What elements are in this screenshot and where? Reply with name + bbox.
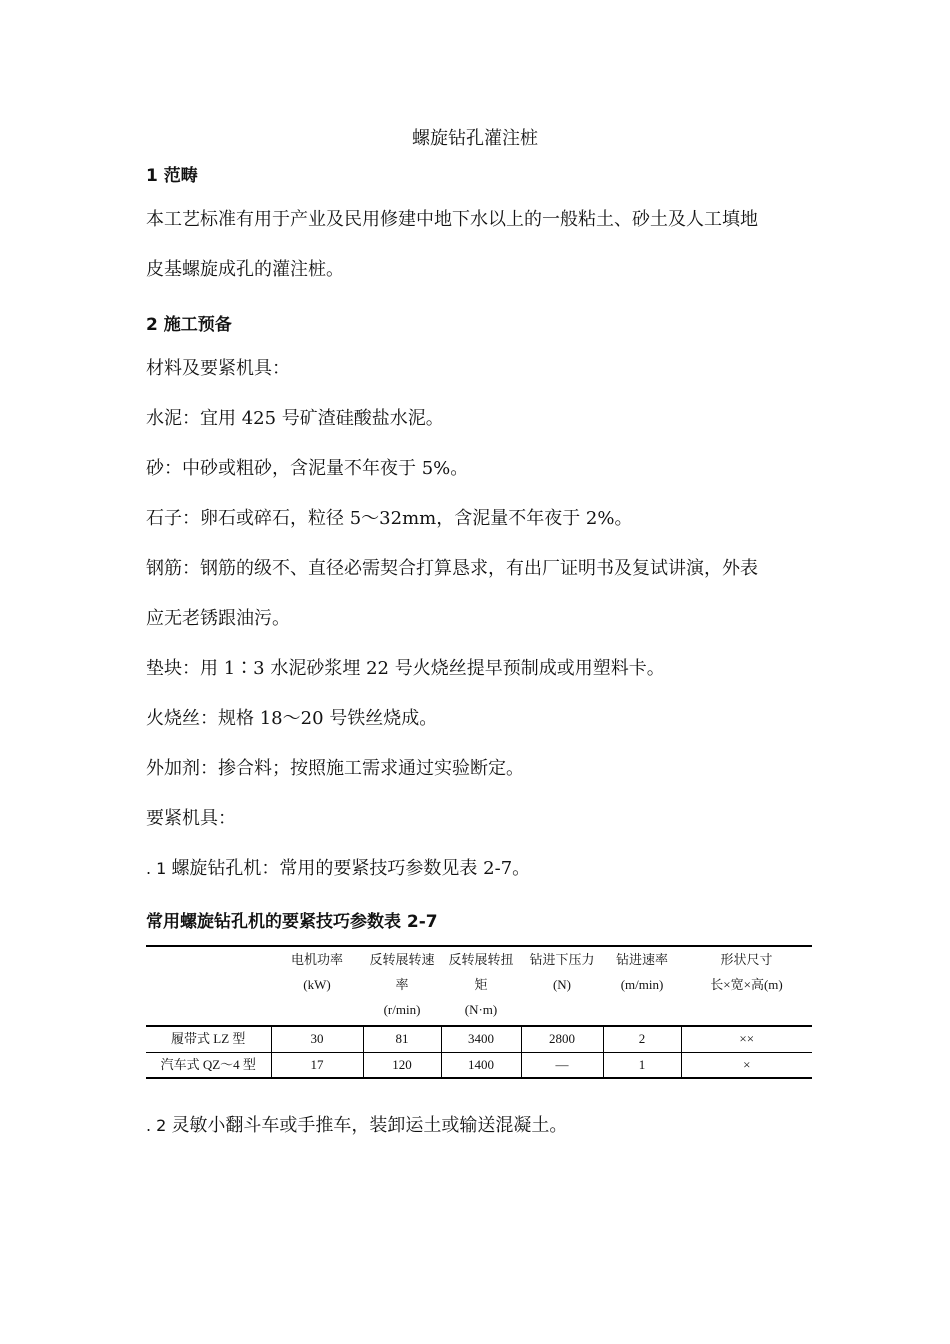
- header-cell-motor-power: 电机功率 (kW): [290, 952, 343, 992]
- section-1-heading: 1 范畴: [146, 166, 198, 186]
- table-cell: 3400: [441, 1026, 521, 1052]
- table-cell: 120: [363, 1052, 441, 1078]
- table-cell: ×: [681, 1052, 812, 1078]
- pad-line: 垫块：用 1∶3 水泥砂浆埋 22 号火烧丝提早预制成或用塑料卡。: [146, 658, 665, 679]
- list-item-1-number: . 1: [146, 859, 172, 878]
- rebar-line-2: 应无老锈跟油污。: [146, 608, 290, 629]
- section-1-paragraph-line-1: 本工艺标准有用于产业及民用修建中地下水以上的一般粘土、砂土及人工填地: [146, 209, 758, 230]
- list-item-2-text: 灵敏小翻斗车或手推车，装卸运土或输送混凝土。: [171, 1115, 568, 1136]
- table-cell: 1: [603, 1052, 681, 1078]
- table-cell: —: [521, 1052, 603, 1078]
- header-cell-torque: 反转展转扭 矩 (N·m): [448, 952, 514, 1017]
- table-title: 常用螺旋钻孔机的要紧技巧参数表 2-7: [146, 912, 438, 932]
- table-cell: 2: [603, 1026, 681, 1052]
- header-cell-rotation-speed: 反转展转速 率 (r/min): [369, 952, 435, 1017]
- spec-table: [146, 945, 812, 1079]
- document-title: 螺旋钻孔灌注桩: [412, 128, 538, 149]
- table-header-row: [146, 946, 812, 1026]
- table-cell: 履带式 LZ 型: [146, 1026, 271, 1052]
- header-cell-dimensions: 形状尺寸 长×宽×高(m): [710, 952, 783, 992]
- list-item-1: [146, 857, 806, 881]
- stone-line: 石子：卵石或碎石，粒径 5～32mm，含泥量不年夜于 2%。: [146, 508, 633, 529]
- cement-line: 水泥：宜用 425 号矿渣硅酸盐水泥。: [146, 408, 444, 429]
- sand-line: 砂：中砂或粗砂，含泥量不年夜于 5%。: [146, 458, 469, 479]
- section-2-heading: 2 施工预备: [146, 315, 232, 335]
- tools-intro: 要紧机具：: [146, 808, 236, 829]
- materials-intro: 材料及要紧机具：: [146, 358, 290, 379]
- table-cell: 2800: [521, 1026, 603, 1052]
- list-item-1-text: 螺旋钻孔机：常用的要紧技巧参数见表 2-7。: [171, 858, 531, 879]
- section-1-paragraph-line-2: 皮基螺旋成孔的灌注桩。: [146, 259, 344, 280]
- list-item-2-number: . 2: [146, 1116, 172, 1135]
- additive-line: 外加剂：掺合料；按照施工需求通过实验断定。: [146, 758, 524, 779]
- table-row: [146, 1052, 812, 1078]
- header-cell: [146, 946, 271, 1026]
- table-cell: 1400: [441, 1052, 521, 1078]
- table-cell: 30: [271, 1026, 363, 1052]
- table-cell: ××: [681, 1026, 812, 1052]
- list-item-2: [146, 1114, 806, 1138]
- table-cell: 17: [271, 1052, 363, 1078]
- wire-line: 火烧丝：规格 18～20 号铁丝烧成。: [146, 708, 438, 729]
- header-cell-down-pressure: 钻进下压力 (N): [529, 952, 595, 992]
- header-cell-drill-rate: 钻进速率 (m/min): [615, 952, 668, 992]
- table-row: [146, 1026, 812, 1052]
- table-cell: 81: [363, 1026, 441, 1052]
- rebar-line-1: 钢筋：钢筋的级不、直径必需契合打算恳求，有出厂证明书及复试讲演，外表: [146, 558, 758, 579]
- table-cell: 汽车式 QZ～4 型: [146, 1052, 271, 1078]
